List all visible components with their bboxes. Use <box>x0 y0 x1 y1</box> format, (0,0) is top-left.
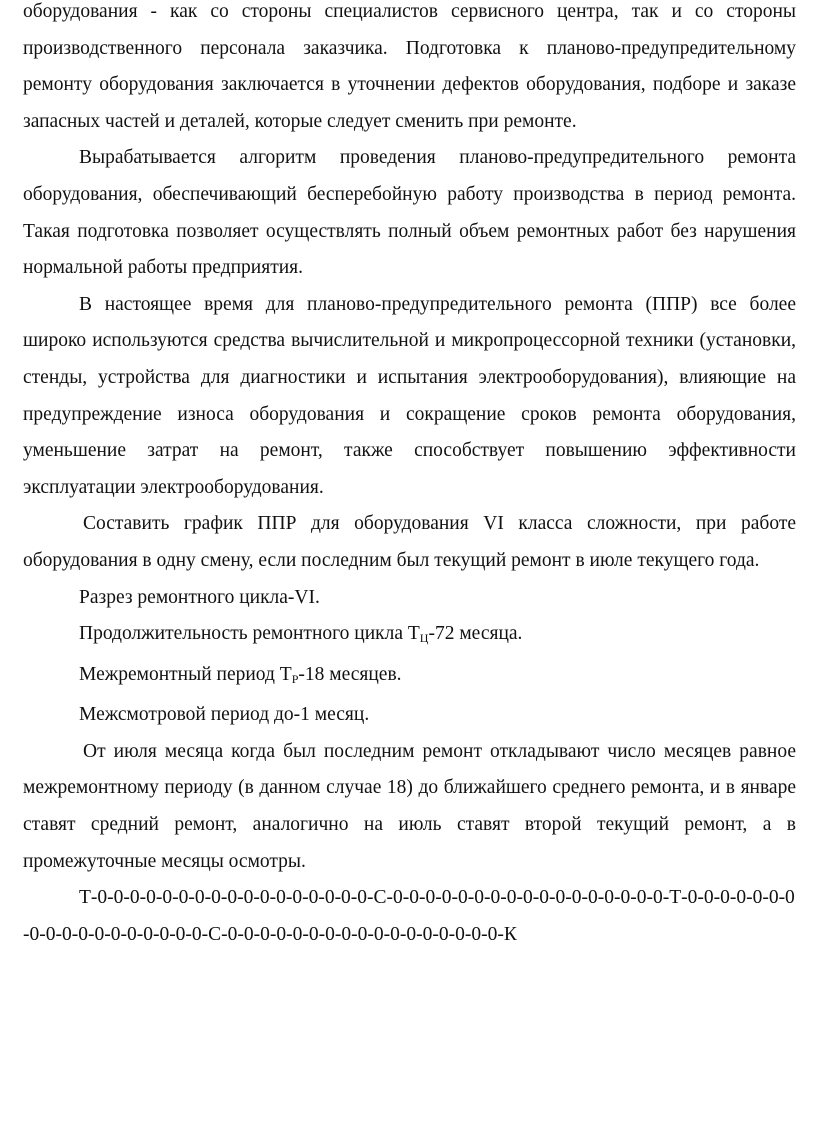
param-interrepair-subscript: Р <box>291 671 299 686</box>
param-cycle-duration-suffix: -72 месяца. <box>428 623 523 645</box>
schedule-line-1: Т-0-0-0-0-0-0-0-0-0-0-0-0-0-0-0-0-0-С-0-0-0-0-0-0-0-0-0-0-0-0-0-0-0-0-0-Т-0- <box>79 887 704 909</box>
param-cycle-duration <box>23 616 796 657</box>
paragraph-preparation: оборудования - как со стороны специалистов сервисного центра, так и со стороны производственного персонала заказчика. Подготовка к планово-предупредительному ремонту оборудования заключается в уточнении дефектов оборудования, подборе и заказе запасных частей и деталей, которые следует сменить при ремонте. <box>23 1 796 132</box>
paragraph-explanation: От июля месяца когда был последним ремонт откладывают число месяцев равное межремонтному периоду (в данном случае 18) до ближайшего среднего ремонта, и в январе ставят средний ремонт, аналогично на июль ставят второй текущий ремонт, а в промежуточные месяцы осмотры. <box>23 740 796 872</box>
param-interrepair-suffix: -18 месяцев. <box>298 663 402 685</box>
document-page <box>23 0 796 953</box>
paragraph-task: Составить график ППР для оборудования VI класса сложности, при работе оборудования в одну смену, если последним был текущий ремонт в июле текущего года. <box>23 513 796 571</box>
param-interrepair-prefix: Межремонтный период Т <box>79 663 292 685</box>
schedule-line-2: 0-0-0-0-0-0-0-0-0-0-0-0-0-0-0-0-0-С-0-0-0-0-0-0-0-0-0-0-0-0-0-0-0-0-0-К <box>23 887 795 945</box>
paragraph-algorithm: Вырабатывается алгоритм проведения планово-предупредительного ремонта оборудования, обеспечивающий бесперебойную работу производства в период ремонта. Такая подготовка позволяет осуществлять полный объем ремонтных работ без нарушения нормальной работы предприятия. <box>23 147 796 279</box>
param-inspection: Межсмотровой период до-1 месяц. <box>79 704 370 726</box>
param-interrepair <box>23 657 796 698</box>
param-cycle-structure: Разрез ремонтного цикла-VI. <box>79 586 320 608</box>
repair-schedule <box>23 880 796 953</box>
param-cycle-duration-subscript: Ц <box>419 631 429 646</box>
param-cycle-duration-prefix: Продолжительность ремонтного цикла Т <box>79 623 420 645</box>
paragraph-modern-tools: В настоящее время для планово-предупредительного ремонта (ППР) все более широко используются средства вычислительной и микропроцессорной техники (установки, стенды, устройства для диагностики и испытания электрооборудования), влияющие на предупреждение износа оборудования и сокращение сроков ремонта оборудования, уменьшение затрат на ремонт, также способствует повышению эффективности эксплуатации электрооборудования. <box>23 293 796 498</box>
